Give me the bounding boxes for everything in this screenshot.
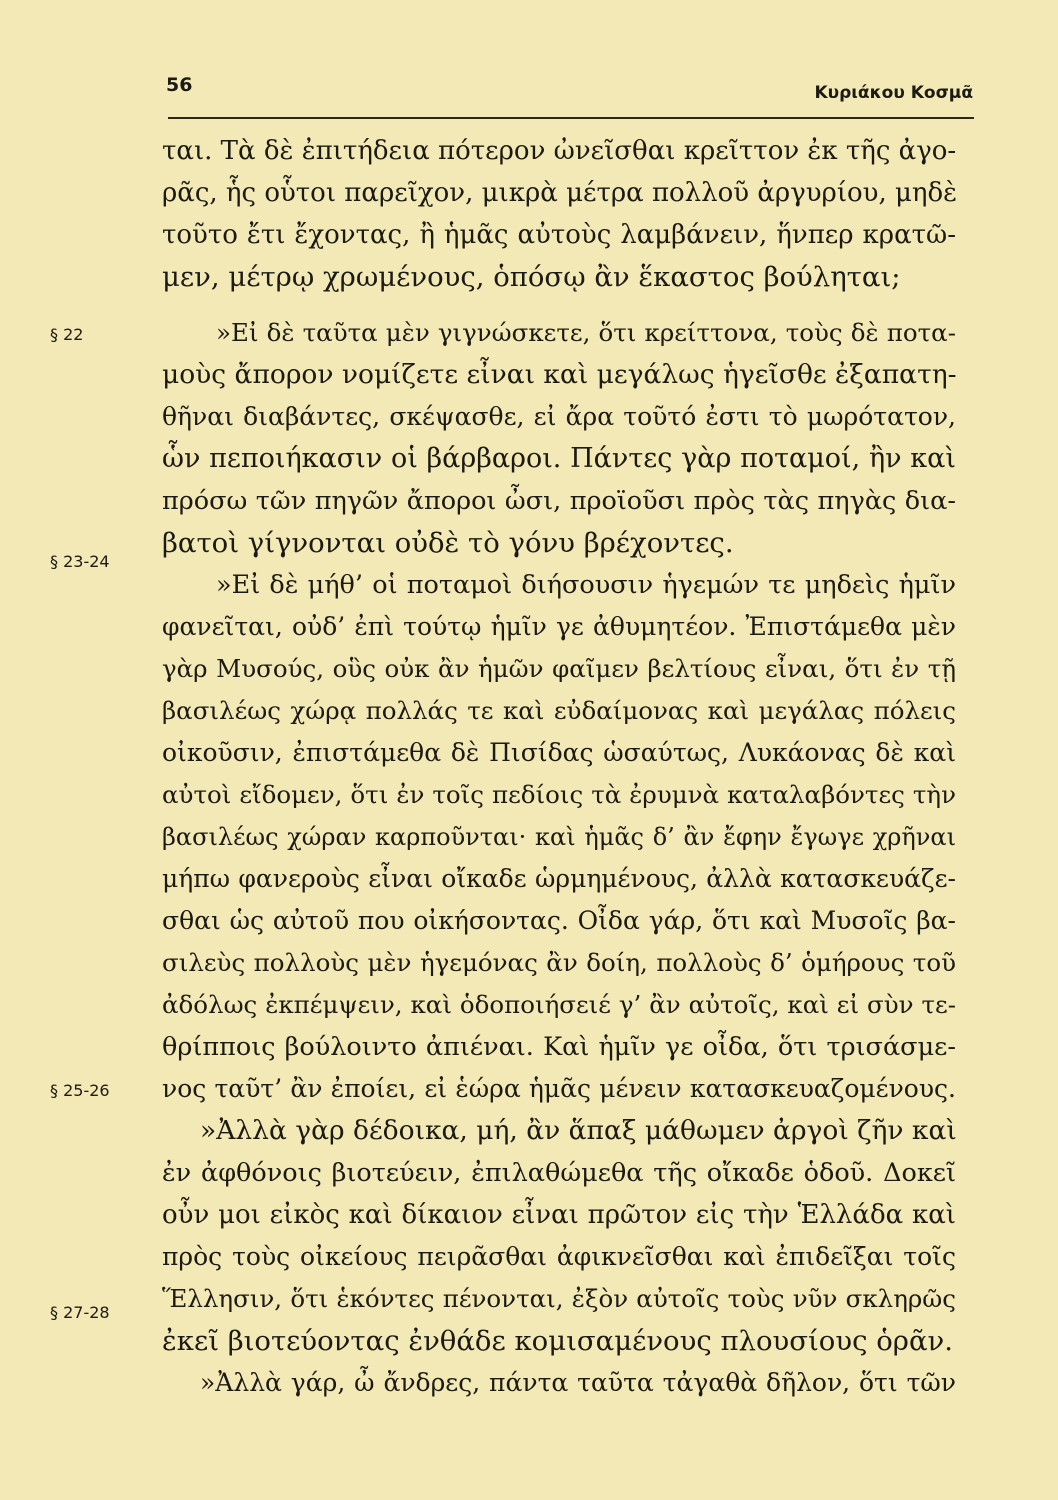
- text-line: νος ταῦτ’ ἂν ἐποίει, εἰ ἑώρα ἡμᾶς μένειν κατασκευαζομένους.: [162, 1074, 956, 1103]
- text-line: ται. Τὰ δὲ ἐπιτήδεια πότερον ὠνεῖσθαι κρεῖττον ἐκ τῆς ἀγο-: [162, 136, 957, 166]
- text-line: βασιλέως χώρᾳ πολλάς τε καὶ εὐδαίμονας καὶ μεγάλας πόλεις: [162, 696, 956, 725]
- text-line: πρὸς τοὺς οἰκείους πειρᾶσθαι ἀφικνεῖσθαι καὶ ἐπιδεῖξαι τοῖς: [162, 1242, 956, 1271]
- text-line: μήπω φανεροὺς εἶναι οἴκαδε ὡρμημένους, ἀλλὰ κατασκευάζε-: [162, 864, 956, 893]
- page-number: 56: [166, 74, 193, 96]
- text-line: »Εἰ δὲ ταῦτα μὲν γιγνώσκετε, ὅτι κρείττονα, τοὺς δὲ ποτα-: [216, 318, 956, 347]
- text-line: μεν, μέτρῳ χρωμένους, ὁπόσῳ ἂν ἕκαστος βούληται;: [162, 261, 901, 293]
- text-line: φανεῖται, οὐδ’ ἐπὶ τούτῳ ἡμῖν γε ἀθυμητέον. Ἐπιστάμεθα μὲν: [162, 612, 956, 641]
- text-line: »Ἀλλὰ γὰρ δέδοικα, μή, ἂν ἅπαξ μάθωμεν ἀργοὶ ζῆν καὶ: [200, 1115, 957, 1146]
- text-line: ἐν ἀφθόνοις βιοτεύειν, ἐπιλαθώμεθα τῆς οἴκαδε ὁδοῦ. Δοκεῖ: [162, 1158, 956, 1188]
- text-line: θῆναι διαβάντες, σκέψασθε, εἰ ἄρα τοῦτό ἐστι τὸ μωρότατον,: [162, 402, 956, 431]
- section-marker: § 23-24: [50, 552, 110, 571]
- text-line: θρίπποις βούλοιντο ἀπιέναι. Καὶ ἡμῖν γε οἶδα, ὅτι τρισάσμε-: [162, 1032, 956, 1062]
- text-line: πρόσω τῶν πηγῶν ἄποροι ὦσι, προϊοῦσι πρὸς τὰς πηγὰς δια-: [162, 486, 956, 516]
- text-line: ἐκεῖ βιοτεύοντας ἐνθάδε κομισαμένους πλουσίους ὁρᾶν.: [162, 1325, 953, 1357]
- section-marker: § 27-28: [50, 1303, 110, 1322]
- text-line: σιλεὺς πολλοὺς μὲν ἡγεμόνας ἂν δοίη, πολλοὺς δ’ ὁμήρους τοῦ: [162, 948, 956, 977]
- text-line: γὰρ Μυσούς, οὓς οὐκ ἂν ἡμῶν φαῖμεν βελτίους εἶναι, ὅτι ἐν τῇ: [162, 654, 956, 683]
- text-line: ἀδόλως ἐκπέμψειν, καὶ ὁδοποιήσειέ γ’ ἂν αὐτοῖς, καὶ εἰ σὺν τε-: [162, 990, 956, 1019]
- text-line: οἰκοῦσιν, ἐπιστάμεθα δὲ Πισίδας ὡσαύτως, Λυκάονας δὲ καὶ: [162, 738, 956, 767]
- running-head: Κυριάκου Κοσμᾶ: [814, 83, 973, 103]
- text-line: τοῦτο ἔτι ἔχοντας, ἢ ἡμᾶς αὐτοὺς λαμβάνειν, ἥνπερ κρατῶ-: [162, 220, 956, 250]
- text-line: »Εἰ δὲ μήθ’ οἱ ποταμοὶ διήσουσιν ἡγεμών τε μηδεὶς ἡμῖν: [216, 570, 956, 600]
- text-line: οὖν μοι εἰκὸς καὶ δίκαιον εἶναι πρῶτον εἰς τὴν Ἑλλάδα καὶ: [162, 1200, 956, 1230]
- text-line: »Ἀλλὰ γάρ, ὦ ἄνδρες, πάντα ταῦτα τἀγαθὰ δῆλον, ὅτι τῶν: [200, 1368, 956, 1397]
- text-line: σθαι ὡς αὐτοῦ που οἰκήσοντας. Οἶδα γάρ, ὅτι καὶ Μυσοῖς βα-: [162, 906, 956, 935]
- section-marker: § 22: [50, 325, 84, 344]
- text-line: βατοὶ γίγνονται οὐδὲ τὸ γόνυ βρέχοντες.: [162, 527, 734, 559]
- text-line: μοὺς ἄπορον νομίζετε εἶναι καὶ μεγάλως ἡγεῖσθε ἐξαπατη-: [162, 359, 957, 390]
- text-line: βασιλέως χώραν καρποῦνται· καὶ ἡμᾶς δ’ ἂν ἔφην ἔγωγε χρῆναι: [162, 823, 956, 851]
- text-line: ὧν πεποιήκασιν οἱ βάρβαροι. Πάντες γὰρ ποταμοί, ἢν καὶ: [162, 443, 956, 474]
- text-line: αὐτοὶ εἴδομεν, ὅτι ἐν τοῖς πεδίοις τὰ ἐρυμνὰ καταλαβόντες τὴν: [162, 780, 956, 809]
- section-marker: § 25-26: [50, 1081, 110, 1100]
- header-rule: [168, 117, 974, 119]
- text-line: ρᾶς, ἧς οὗτοι παρεῖχον, μικρὰ μέτρα πολλοῦ ἀργυρίου, μηδὲ: [162, 178, 958, 208]
- text-line: Ἕλλησιν, ὅτι ἑκόντες πένονται, ἐξὸν αὐτοῖς τοὺς νῦν σκληρῶς: [162, 1284, 956, 1313]
